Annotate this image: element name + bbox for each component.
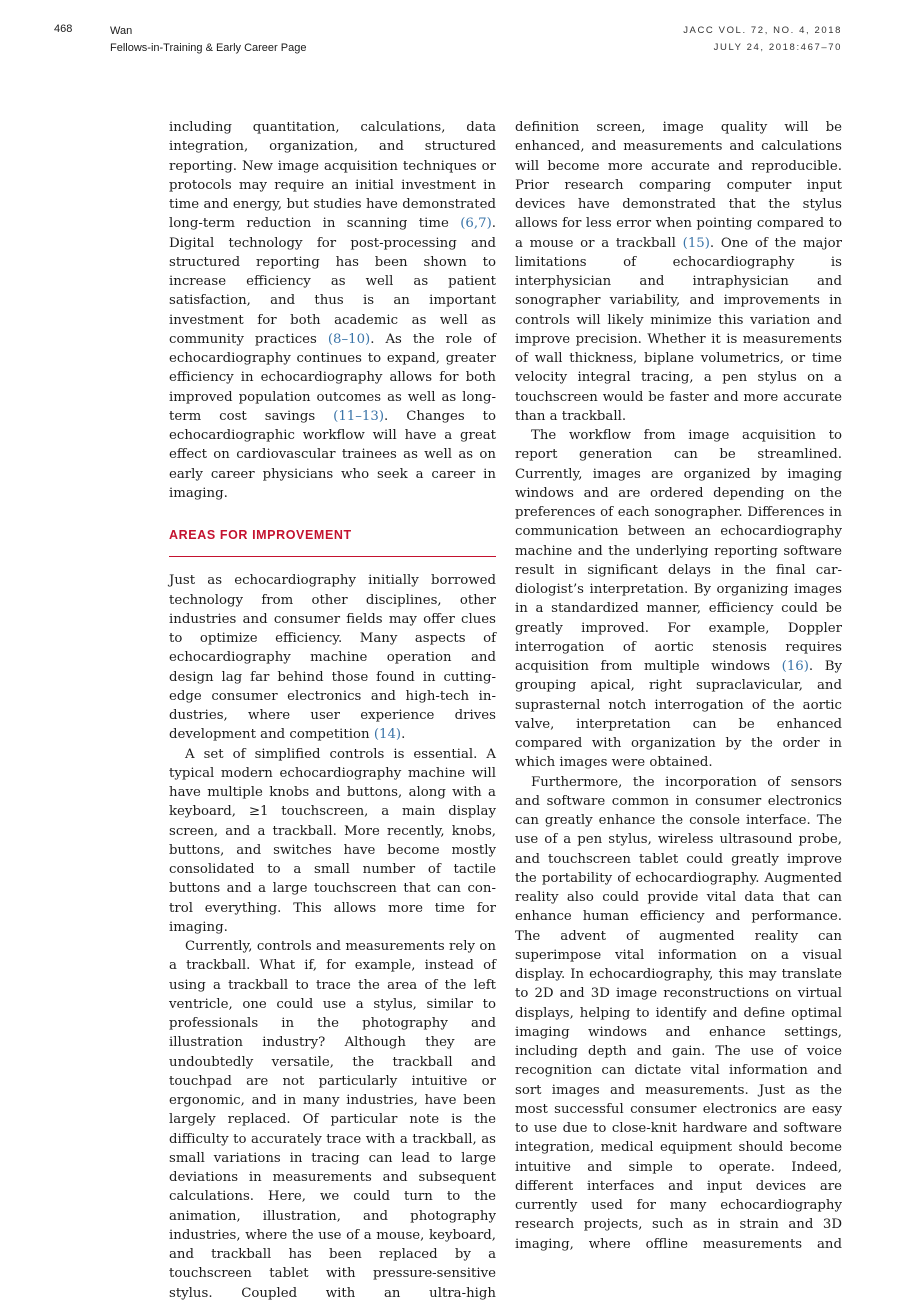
issue-date-pages: JULY 24, 2018:467–70: [713, 42, 842, 53]
paragraph: including quantitation, calculations, data integration, organization, and structured reporting. New image acquisition techniques or protocols may require an initial investment in time and energy, but studies have demonstrated long-term reduction in scanning time (6,7). Digital technology for post-processing and structured reporting has been shown to increase efficiency as well as patient satisfaction, and thus is an important investment for both academic as well as community practices (8–10). As the role of echocardiography continues to expand, greater efficiency in echocardiography allows for both improved population outcomes as well as long-term cost savings (11–13). Changes to echocardiographic workflow will have a great effect on cardiovascular trainees as well as on early career physicians who seek a career in imaging.: [169, 120, 496, 501]
journal-citation: JACC VOL. 72, NO. 4, 2018: [683, 25, 842, 36]
reference-link[interactable]: (14): [373, 727, 402, 743]
section-heading: AREAS FOR IMPROVEMENT: [169, 526, 496, 557]
reference-link[interactable]: (15): [682, 235, 710, 251]
paragraph: definition screen, image quality will be enhanced, and measurements and calculations will become more accurate and reproducible. Prior research comparing computer input devices have demonstrated that the stylus allows for less error when pointing compared to a mouse or a trackball (15). One of the major limitations of echocardiography is interphysician and intraphysician and sonographer variability, and improvements in controls will likely minimize this variation and improve precision. Whether it is measurements of wall thickness, biplane volumetrics, or time velocity integral tracing, a pen stylus on a touchscreen would be faster and more accurate than a trackball.: [515, 120, 842, 424]
page-number: 468: [54, 23, 73, 35]
paragraph: Furthermore, the incorporation of sensors and software common in consumer electronics can greatly enhance the console interface. The use of a pen stylus, wireless ultrasound probe, and touchscreen tablet could greatly improve the portability of echocardiography. Augmented reality also could provide vital data that can enhance human efficiency and performance. The advent of augmented reality can superimpose vital information on a visual display. In echocardiography, this may translate to 2D and 3D image reconstructions on virtual displays, helping to identify and define optimal imaging windows and enhance settings, including depth and gain. The use of voice recognition can dictate vital information and sort images and measurements. Just as the most successful consumer electronics are easy to use due to close-knit hardware and software integration, medical equipment should become intuitive and simple to operate. Indeed, different interfaces and input devices are currently used for many echocardiography research projects, such as in strain and 3D imaging, where offline measurements and: [515, 774, 842, 1252]
right-column: [515, 118, 842, 1254]
paragraph: The workflow from image acquisition to report generation can be streamlined. Currently, images are organized by imaging windows and are ordered depending on the preferences of each sonographer. Differences in communication between an echocardiography machine and the underlying reporting software result in significant delays in the final cardiologist’s interpretation. By organizing images in a standardized manner, efficiency could be greatly improved. For example, Doppler interrogation of aortic stenosis requires acquisition from multiple windows (16). By grouping apical, right supraclavicular, and suprasternal notch interrogation of the aortic valve, interpretation can be enhanced compared with organization by the order in which images were obtained.: [515, 428, 842, 771]
paragraph: Just as echocardiography initially borrowed technology from other disciplines, other industries and consumer fields may offer clues to optimize efficiency. Many aspects of echocardiography machine operation and design lag far behind those found in cutting-edge consumer electronics and high-tech industries, where user experience drives development and competition (14).: [169, 573, 496, 743]
section-name: Fellows-in-Training & Early Career Page: [110, 42, 307, 54]
paragraph: Currently, controls and measurements rely on a trackball. What if, for example, instead of using a trackball to trace the area of the left ventricle, one could use a stylus, similar to professionals in the photography and illustration industry? Although they are undoubtedly versatile, the trackball and touchpad are not particularly intuitive or ergonomic, and in many industries, have been largely replaced. Of particular note is the difficulty to accurately trace with a trackball, as small variations in tracing can lead to large deviations in measurements and subsequent calculations. Here, we could turn to the animation, illustration, and photography industries, where the use of a mouse, keyboard, and trackball has been replaced by a touchscreen tablet with pressure-sensitive stylus. Coupled with an ultra-high: [169, 939, 496, 1301]
reference-link[interactable]: (16): [781, 659, 809, 674]
author-name: Wan: [110, 25, 133, 37]
running-header-right: [683, 22, 842, 56]
reference-link[interactable]: (6,7): [460, 216, 492, 232]
running-header-left: [110, 23, 306, 57]
left-column: [169, 118, 496, 1303]
reference-link[interactable]: (11–13): [333, 408, 385, 424]
reference-link[interactable]: (8–10): [327, 331, 371, 347]
paragraph: A set of simplified controls is essential. A typical modern echocardiography machine will have multiple knobs and buttons, along with a keyboard, ≥1 touchscreen, a main display screen, and a trackball. More recently, knobs, buttons, and switches have become mostly consolidated to a small number of tactile buttons and a large touchscreen that can control everything. This allows more time for imaging.: [169, 746, 496, 935]
